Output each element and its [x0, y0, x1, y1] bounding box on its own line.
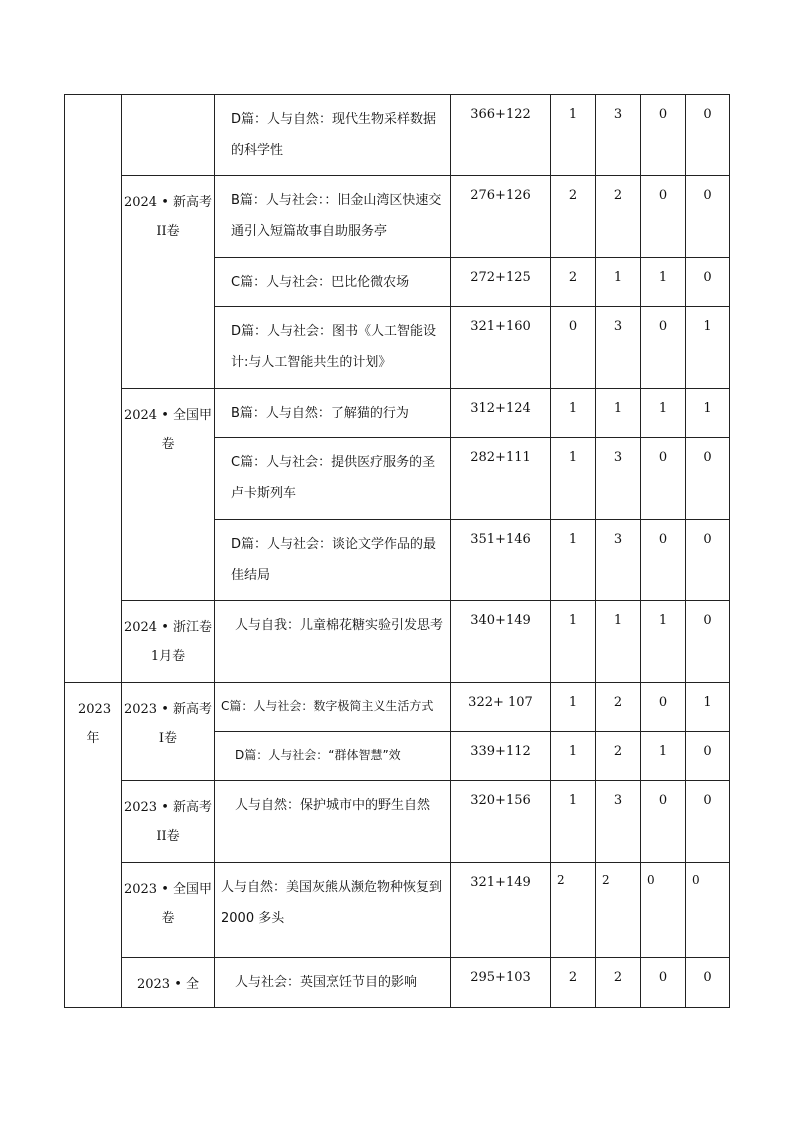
- word-count-cell: 351+146: [451, 520, 551, 601]
- count-cell-1: 1: [551, 601, 596, 683]
- topic-cell: C篇：人与社会：提供医疗服务的圣卢卡斯列车: [215, 438, 451, 520]
- table-row: [65, 863, 730, 958]
- count-cell-4: 0: [686, 781, 730, 863]
- word-count-cell: 320+156: [451, 781, 551, 863]
- reading-passages-table: [64, 94, 730, 1008]
- exam-cell: 2024 • 浙江卷1月卷: [122, 601, 215, 683]
- count-cell-3: 1: [641, 601, 686, 683]
- count-cell-2: 1: [596, 258, 641, 307]
- count-cell-3: 0: [641, 683, 686, 732]
- count-cell-3: 1: [641, 389, 686, 438]
- word-count-cell: 322+ 107: [451, 683, 551, 732]
- count-cell-2: 2: [596, 176, 641, 258]
- count-cell-4: 0: [686, 95, 730, 176]
- topic-cell: 人与自我：儿童棉花糖实验引发思考: [215, 601, 451, 683]
- count-cell-1: 1: [551, 95, 596, 176]
- count-cell-3: 0: [641, 781, 686, 863]
- count-cell-3: 0: [641, 176, 686, 258]
- word-count-cell: 312+124: [451, 389, 551, 438]
- count-cell-2: 2: [596, 683, 641, 732]
- count-cell-4: 0: [686, 863, 730, 958]
- exam-cell: [122, 95, 215, 176]
- word-count-cell: 282+111: [451, 438, 551, 520]
- exam-cell: 2023 • 新高考II卷: [122, 781, 215, 863]
- count-cell-4: 0: [686, 958, 730, 1008]
- topic-cell: C篇：人与社会：巴比伦微农场: [215, 258, 451, 307]
- count-cell-2: 2: [596, 958, 641, 1008]
- table-row: [65, 781, 730, 863]
- count-cell-2: 3: [596, 307, 641, 389]
- count-cell-1: 2: [551, 863, 596, 958]
- table-row: [65, 176, 730, 258]
- count-cell-1: 1: [551, 520, 596, 601]
- exam-cell: 2023 • 全: [122, 958, 215, 1008]
- count-cell-2: 3: [596, 520, 641, 601]
- count-cell-3: 0: [641, 863, 686, 958]
- count-cell-4: 1: [686, 389, 730, 438]
- topic-cell: C篇：人与社会：数字极简主义生活方式: [215, 683, 451, 732]
- exam-cell: 2024 • 新高考II卷: [122, 176, 215, 389]
- count-cell-3: 0: [641, 438, 686, 520]
- topic-cell: D篇：人与社会：图书《人工智能设计:与人工智能共生的计划》: [215, 307, 451, 389]
- count-cell-1: 1: [551, 438, 596, 520]
- count-cell-3: 0: [641, 95, 686, 176]
- count-cell-2: 2: [596, 732, 641, 781]
- word-count-cell: 276+126: [451, 176, 551, 258]
- count-cell-1: 2: [551, 176, 596, 258]
- count-cell-2: 1: [596, 389, 641, 438]
- count-cell-4: 0: [686, 438, 730, 520]
- topic-cell: D篇：人与自然：现代生物采样数据的科学性: [215, 95, 451, 176]
- topic-cell: D篇：人与社会：“群体智慧”效: [215, 732, 451, 781]
- count-cell-3: 0: [641, 520, 686, 601]
- count-cell-4: 0: [686, 732, 730, 781]
- count-cell-3: 1: [641, 732, 686, 781]
- word-count-cell: 339+112: [451, 732, 551, 781]
- count-cell-4: 0: [686, 601, 730, 683]
- count-cell-1: 0: [551, 307, 596, 389]
- topic-cell: 人与自然：保护城市中的野生自然: [215, 781, 451, 863]
- count-cell-1: 1: [551, 683, 596, 732]
- count-cell-3: 0: [641, 958, 686, 1008]
- topic-cell: B篇：人与社会：：旧金山湾区快速交通引入短篇故事自助服务亭: [215, 176, 451, 258]
- count-cell-2: 3: [596, 781, 641, 863]
- table-row: [65, 95, 730, 176]
- count-cell-2: 3: [596, 95, 641, 176]
- count-cell-4: 0: [686, 258, 730, 307]
- year-cell: [65, 95, 122, 683]
- count-cell-4: 0: [686, 520, 730, 601]
- count-cell-1: 1: [551, 389, 596, 438]
- count-cell-2: 2: [596, 863, 641, 958]
- table-row: [65, 389, 730, 438]
- count-cell-1: 1: [551, 781, 596, 863]
- table-row: [65, 683, 730, 732]
- count-cell-2: 3: [596, 438, 641, 520]
- table-row: [65, 601, 730, 683]
- count-cell-1: 2: [551, 258, 596, 307]
- word-count-cell: 295+103: [451, 958, 551, 1008]
- topic-cell: 人与自然：美国灰熊从濒危物种恢复到 2000 多头: [215, 863, 451, 958]
- count-cell-1: 2: [551, 958, 596, 1008]
- exam-cell: 2024 • 全国甲卷: [122, 389, 215, 601]
- table-row: [65, 958, 730, 1008]
- count-cell-4: 0: [686, 176, 730, 258]
- word-count-cell: 366+122: [451, 95, 551, 176]
- count-cell-3: 0: [641, 307, 686, 389]
- exam-cell: 2023 • 新高考I卷: [122, 683, 215, 781]
- word-count-cell: 321+160: [451, 307, 551, 389]
- topic-cell: B篇：人与自然：了解猫的行为: [215, 389, 451, 438]
- word-count-cell: 340+149: [451, 601, 551, 683]
- topic-cell: D篇：人与社会：谈论文学作品的最佳结局: [215, 520, 451, 601]
- count-cell-4: 1: [686, 683, 730, 732]
- topic-cell: 人与社会：英国烹饪节目的影响: [215, 958, 451, 1008]
- word-count-cell: 321+149: [451, 863, 551, 958]
- count-cell-4: 1: [686, 307, 730, 389]
- count-cell-2: 1: [596, 601, 641, 683]
- count-cell-3: 1: [641, 258, 686, 307]
- exam-cell: 2023 • 全国甲卷: [122, 863, 215, 958]
- year-cell: 2023年: [65, 683, 122, 1008]
- count-cell-1: 1: [551, 732, 596, 781]
- word-count-cell: 272+125: [451, 258, 551, 307]
